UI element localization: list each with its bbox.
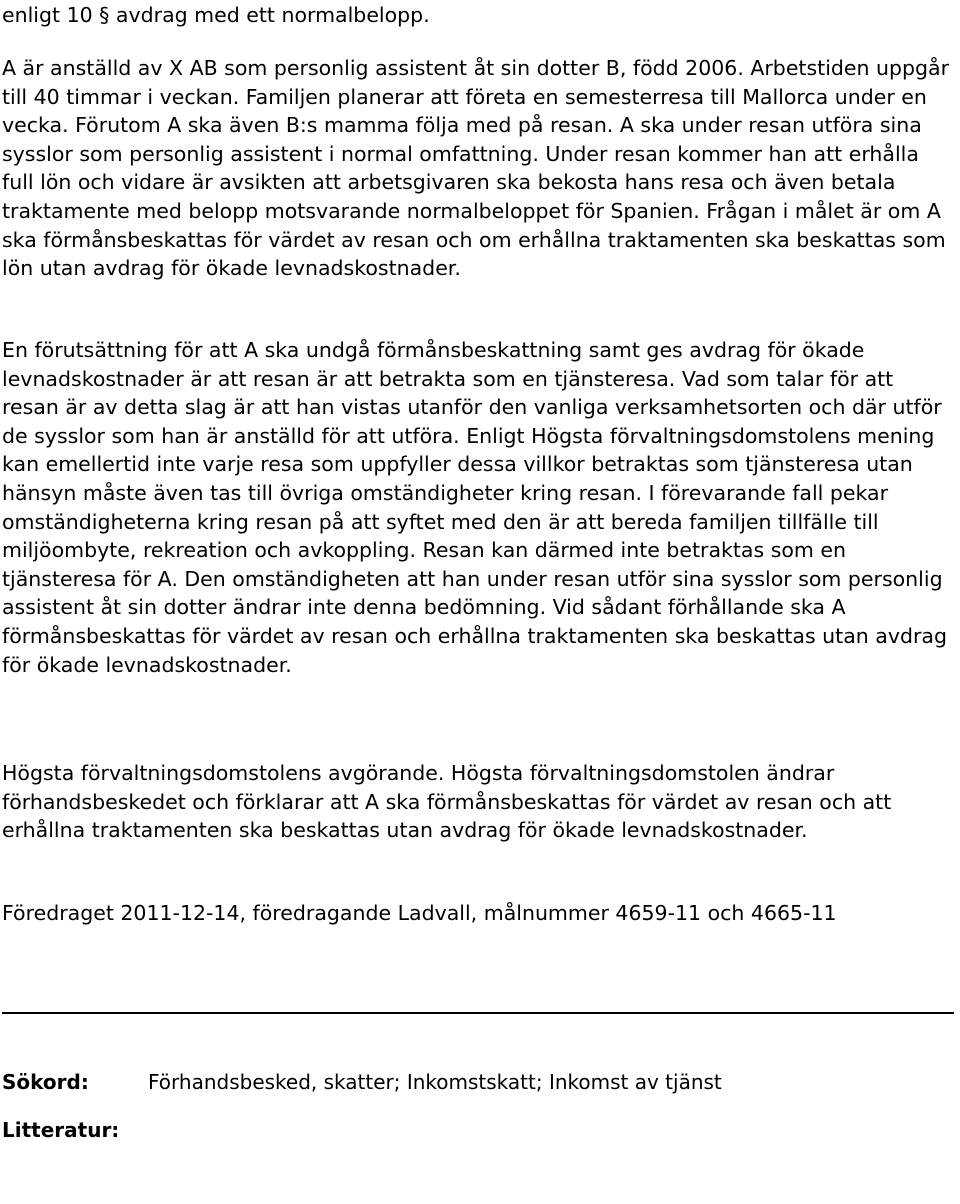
- paragraph-facts: A är anställd av X AB som personlig assistent åt sin dotter B, född 2006. Arbetstiden uppgår till 40 timmar i veckan. Familjen planerar att företa en semesterresa till Mallorca under en vecka. Förutom A ska även B:s mamma följa med på resan. A ska under resan utföra sina sysslor som personlig assistent i normal omfattning. Under resan kommer han att erhålla full lön och vidare är avsikten att arbetsgivaren ska bekosta hans resa och även betala traktamente med belopp motsvarande normalbeloppet för Spanien. Frågan i målet är om A ska förmånsbeskattas för värdet av resan och om erhållna traktamenten ska beskattas som lön utan avdrag för ökade levnadskostnader.: [2, 56, 950, 281]
- literature-label: Litteratur:: [2, 1118, 120, 1142]
- paragraph-continuation: enligt 10 § avdrag med ett normalbelopp.: [2, 3, 430, 27]
- paragraph-case-reference: Föredraget 2011-12-14, föredragande Ladvall, målnummer 4659-11 och 4665-11: [2, 901, 837, 925]
- keywords-value: Förhandsbesked, skatter; Inkomstskatt; Inkomst av tjänst: [148, 1070, 722, 1094]
- paragraph-decision: Högsta förvaltningsdomstolens avgörande. Högsta förvaltningsdomstolen ändrar förhandsbeskedet och förklarar att A ska förmånsbeskattas för värdet av resan och att erhållna traktamenten ska beskattas utan avdrag för ökade levnadskostnader.: [2, 761, 892, 843]
- paragraph-reasoning: En förutsättning för att A ska undgå förmånsbeskattning samt ges avdrag för ökade levnadskostnader är att resan är att betrakta som en tjänsteresa. Vad som talar för att resan är av detta slag är att han vistas utanför den vanliga verksamhetsorten och där utför de sysslor som han är anställd för att utföra. Enligt Högsta förvaltningsdomstolens mening kan emellertid inte varje resa som uppfyller dessa villkor betraktas som tjänsteresa utan hänsyn måste även tas till övriga omständigheter kring resan. I förevarande fall pekar omständigheterna kring resan på att syftet med den är att bereda familjen tillfälle till miljöombyte, rekreation och avkoppling. Resan kan därmed inte betraktas som en tjänsteresa för A. Den omständigheten att han under resan utför sina sysslor som personlig assistent åt sin dotter ändrar inte denna bedömning. Vid sådant förhållande ska A förmånsbeskattas för värdet av resan och erhållna traktamenten ska beskattas utan avdrag för ökade levnadskostnader.: [2, 338, 947, 677]
- horizontal-divider: [2, 1012, 954, 1014]
- keywords-label: Sökord:: [2, 1070, 89, 1094]
